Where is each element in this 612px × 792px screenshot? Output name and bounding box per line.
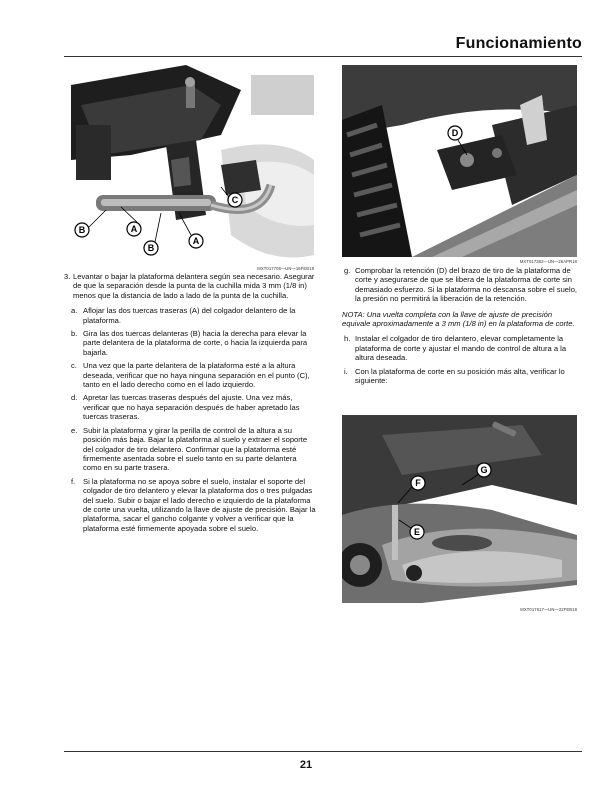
svg-text:B: B [147,243,155,253]
note [342,310,582,329]
substep-a-text: Aflojar las dos tuercas traseras (A) del colgador delantero de la plataforma. [83,306,296,325]
substep-f-text: Si la plataforma no se apoya sobre el suelo, instalar el soporte del colgador de tiro delantero y elevar la plataforma dos o tres pulgadas del suelo. Subir o bajar el lado derecho e izquierdo de la plataforma de corte una vuelta, utilizando la llave de ajuste de precisión. Bajar la plataforma, sacar el gancho colgante y volver a verificar que la plataforma esté firmemente apoyada sobre el suelo. [83,476,316,533]
callout-c [228,193,242,207]
step-3-text: Levantar o bajar la plataforma delantera según sea necesario. Asegurar de que la separación desde la punta de la cuchilla mida 3 mm (1/8 in) menos que la distancia de lado a lado de la punta de la cuchilla. [73,272,315,300]
substep-e [64,426,316,473]
substep-g [342,266,582,304]
figure-2-caption: MXT017382—UN—26APR18 [519,259,577,264]
figure-deck-check-photo [342,415,577,603]
callout-g [477,463,491,477]
substep-b [64,329,316,357]
substep-c [64,361,316,389]
substep-a [64,306,316,325]
figure-deck-hanger-photo [71,65,314,263]
header-rule [64,56,582,57]
substep-g-text: Comprobar la retención (D) del brazo de tiro de la plataforma de corte y asegurarse de que se libera de la plataforma de corte sin demasiado esfuerzo. Si la plataforma no descansa sobre el suelo, la presión no permitirá la liberación de la retención. [355,266,578,304]
callout-f [411,476,425,490]
figure-3-caption: MXT017617—UN—22FEB18 [520,607,577,612]
svg-text:A: A [192,236,200,246]
svg-text:F: F [415,478,421,488]
substep-h-letter: h. [344,334,351,344]
substep-d-text: Apretar las tuercas traseras después del ajuste. Una vez más, verificar que no haya separación después de haber apretado las tuercas traseras. [83,393,300,422]
substep-c-letter: c. [71,361,77,371]
substep-b-letter: b. [71,329,78,339]
substep-f-letter: f. [71,476,76,486]
substep-c-text: Una vez que la parte delantera de la plataforma esté a la altura deseada, verificar que no haya ninguna separación en el punto (C), tanto en el lado derecho como en el lado izquierdo. [83,361,310,390]
note-text: Una vuelta completa con la llave de ajuste de precisión equivale aproximadamente a 3 mm (1/8 in) en la plataforma de corte. [342,309,575,329]
substep-i-text: Con la plataforma de corte en su posición más alta, verificar lo siguiente: [355,366,565,386]
substep-h-text: Instalar el colgador de tiro delantero, elevar completamente la plataforma de corte y ajustar el mando de control de altura a la altura deseada. [355,334,567,363]
substep-e-letter: e. [71,425,78,435]
substep-d-letter: d. [71,393,78,403]
callout-b-2 [144,241,158,255]
svg-text:B: B [78,225,86,235]
left-column [64,272,316,537]
svg-text:D: D [451,128,459,138]
page-number: 21 [299,759,313,771]
figure-retention-latch-photo [342,65,577,257]
callout-a-2 [189,234,203,248]
substep-b-text: Gira las dos tuercas delanteras (B) hacia la derecha para elevar la parte delantera de la plataforma de corte, o hacia la izquierda para bajarla. [83,329,308,357]
note-label: NOTA: [342,309,365,319]
callout-d [448,126,462,140]
footer-rule [64,751,582,752]
svg-text:E: E [413,527,421,537]
step-3 [64,272,316,300]
right-column [342,266,582,389]
svg-text:C: C [231,195,239,205]
page-title: Funcionamiento [455,35,582,52]
callout-b-1 [75,223,89,237]
substep-d [64,393,316,421]
svg-text:G: G [480,465,488,475]
step-3-number: 3. [64,272,71,281]
substep-i [342,367,582,386]
svg-text:A: A [130,224,138,234]
figure-1-caption: MXT017706—UN—16FEB18 [257,266,314,271]
substep-i-letter: i. [344,366,348,376]
substep-g-letter: g. [344,266,351,275]
substep-h [342,334,582,362]
callout-e [410,525,424,539]
substep-a-letter: a. [71,306,78,316]
substep-f [64,477,316,533]
substep-e-text: Subir la plataforma y girar la perilla de control de la altura a su posición más baja. Bajar la plataforma al suelo y extraer el soporte del colgador de tiro delantero. Confirmar que la plataforma esté firmemente asentada sobre el suelo tanto en su parte delantera como en su parte trasera. [83,425,308,473]
